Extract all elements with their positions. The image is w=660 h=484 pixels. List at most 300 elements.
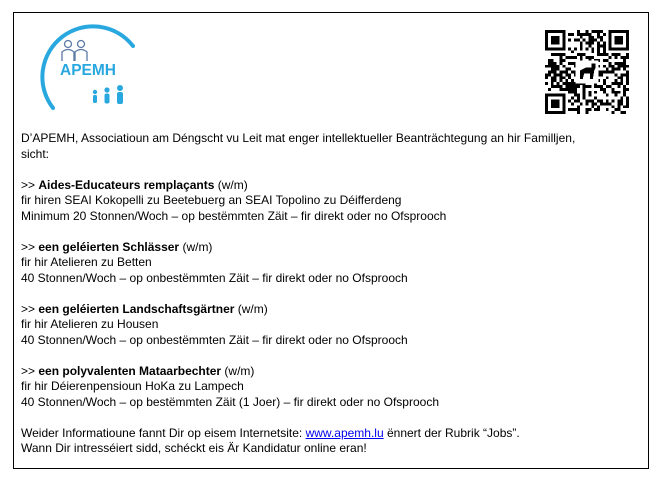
qr-module <box>623 65 626 68</box>
logo-children-icon <box>93 85 123 104</box>
qr-module <box>597 105 600 108</box>
qr-module <box>603 33 606 36</box>
qr-module <box>571 62 574 65</box>
qr-module <box>623 56 626 59</box>
qr-module <box>568 68 571 71</box>
qr-module <box>620 82 623 85</box>
qr-module <box>588 85 591 88</box>
qr-code[interactable] <box>545 30 629 114</box>
qr-module <box>603 53 606 56</box>
qr-module <box>609 71 612 74</box>
qr-module <box>620 79 623 82</box>
qr-module <box>626 88 629 91</box>
qr-module <box>591 39 594 42</box>
qr-module <box>612 68 615 71</box>
qr-module <box>615 68 618 71</box>
qr-module <box>591 105 594 108</box>
qr-module <box>626 71 629 74</box>
job-4 <box>21 364 641 411</box>
qr-module <box>597 30 600 33</box>
qr-module <box>594 85 597 88</box>
qr-module <box>600 88 603 91</box>
qr-module <box>580 33 583 36</box>
job-2-title: een geléierten Schlässer <box>38 239 180 254</box>
qr-module <box>565 56 568 59</box>
info-text-after: ënnert der Rubrik “Jobs”. <box>383 425 520 440</box>
qr-module <box>600 71 603 74</box>
qr-module <box>612 111 615 114</box>
job-1 <box>21 178 641 225</box>
qr-module <box>620 100 623 103</box>
qr-module <box>562 82 565 85</box>
qr-module <box>588 39 591 42</box>
qr-module <box>612 82 615 85</box>
qr-module <box>617 68 620 71</box>
job-1-terms: Minimum 20 Stonnen/Woch – op bestëmmten Zäit – fir direkt oder no Ofsprooch <box>21 208 447 223</box>
qr-module <box>583 33 586 36</box>
qr-module <box>609 65 612 68</box>
qr-module <box>545 82 548 85</box>
qr-module <box>583 91 586 94</box>
qr-module <box>623 111 626 114</box>
qr-module <box>617 76 620 79</box>
qr-module <box>600 39 603 42</box>
qr-module <box>586 100 589 103</box>
qr-module <box>557 68 560 71</box>
qr-module <box>588 33 591 36</box>
qr-module <box>606 53 609 56</box>
qr-module <box>626 73 629 76</box>
qr-module <box>554 68 557 71</box>
qr-module <box>545 76 548 79</box>
qr-module <box>615 53 618 56</box>
qr-module <box>603 65 606 68</box>
qr-module <box>577 85 580 88</box>
qr-module <box>626 97 629 100</box>
qr-module <box>620 76 623 79</box>
qr-module <box>606 85 609 88</box>
qr-module <box>548 88 551 91</box>
qr-module <box>617 100 620 103</box>
qr-module <box>551 62 554 65</box>
qr-module <box>603 42 606 45</box>
qr-module <box>623 85 626 88</box>
qr-module <box>545 73 548 76</box>
qr-module <box>617 85 620 88</box>
qr-module <box>565 79 568 82</box>
qr-module <box>551 85 554 88</box>
qr-module <box>586 56 589 59</box>
job-2-prefix: >> <box>21 239 39 254</box>
qr-module <box>594 91 597 94</box>
qr-module <box>626 76 629 79</box>
qr-module <box>617 105 620 108</box>
qr-module <box>620 73 623 76</box>
qr-module <box>591 36 594 39</box>
qr-module <box>557 53 560 56</box>
qr-module <box>612 91 615 94</box>
qr-module <box>577 53 580 56</box>
job-4-prefix: >> <box>21 363 39 378</box>
qr-module <box>568 33 571 36</box>
qr-module <box>574 108 577 111</box>
qr-module <box>588 94 591 97</box>
qr-module <box>577 108 580 111</box>
qr-module <box>559 88 562 91</box>
qr-module <box>586 111 589 114</box>
qr-module <box>597 47 600 50</box>
qr-module <box>603 79 606 82</box>
qr-module <box>594 97 597 100</box>
qr-module <box>612 71 615 74</box>
qr-module <box>574 100 577 103</box>
qr-module <box>554 71 557 74</box>
qr-module <box>565 85 568 88</box>
qr-module <box>577 105 580 108</box>
qr-module <box>615 91 618 94</box>
qr-module <box>554 65 557 68</box>
qr-module <box>571 50 574 53</box>
qr-module <box>565 68 568 71</box>
qr-module <box>623 105 626 108</box>
job-1-title: Aides-Educateurs remplaçants <box>38 177 215 192</box>
qr-module <box>586 102 589 105</box>
qr-module <box>600 102 603 105</box>
qr-module <box>571 91 574 94</box>
qr-module <box>565 73 568 76</box>
qr-module <box>580 102 583 105</box>
qr-module <box>606 71 609 74</box>
qr-module <box>548 62 551 65</box>
qr-module <box>574 47 577 50</box>
qr-module <box>588 36 591 39</box>
qr-module <box>559 76 562 79</box>
qr-module <box>580 53 583 56</box>
qr-module <box>559 71 562 74</box>
qr-module <box>568 91 571 94</box>
qr-module <box>603 59 606 62</box>
qr-module <box>571 97 574 100</box>
qr-module <box>571 79 574 82</box>
job-1-prefix: >> <box>21 177 39 192</box>
qr-module <box>626 102 629 105</box>
qr-module <box>557 82 560 85</box>
qr-module <box>603 50 606 53</box>
qr-module <box>580 36 583 39</box>
qr-module <box>588 42 591 45</box>
qr-module <box>580 42 583 45</box>
qr-module <box>583 94 586 97</box>
job-3-suffix: (w/m) <box>234 301 268 316</box>
qr-module <box>620 56 623 59</box>
qr-module <box>617 53 620 56</box>
qr-module <box>615 62 618 65</box>
qr-module <box>620 102 623 105</box>
qr-module <box>548 59 551 62</box>
qr-module <box>583 53 586 56</box>
qr-module <box>591 100 594 103</box>
qr-module <box>626 56 629 59</box>
qr-module <box>574 94 577 97</box>
qr-module <box>615 79 618 82</box>
qr-module <box>574 88 577 91</box>
qr-module <box>551 68 554 71</box>
qr-module <box>623 94 626 97</box>
qr-module <box>577 30 580 33</box>
qr-module <box>583 88 586 91</box>
qr-module <box>597 44 600 47</box>
qr-module <box>603 82 606 85</box>
qr-module <box>580 44 583 47</box>
qr-module <box>588 56 591 59</box>
qr-module <box>623 88 626 91</box>
qr-module <box>562 65 565 68</box>
qr-module <box>551 82 554 85</box>
qr-module <box>615 82 618 85</box>
qr-module <box>615 108 618 111</box>
qr-module <box>591 42 594 45</box>
qr-module <box>574 91 577 94</box>
job-3-title: een geléierten Landschaftsgärtner <box>38 301 235 316</box>
qr-module <box>588 44 591 47</box>
qr-module <box>606 100 609 103</box>
qr-module <box>586 33 589 36</box>
qr-module <box>586 108 589 111</box>
info-text-before: Weider Informatioune fannt Dir op eisem Internetsite: <box>21 425 306 440</box>
qr-module <box>548 71 551 74</box>
qr-module <box>588 108 591 111</box>
qr-module <box>568 39 571 42</box>
qr-module <box>597 108 600 111</box>
job-2-location: fir hir Atelieren zu Betten <box>21 255 152 269</box>
qr-module <box>580 47 583 50</box>
qr-module <box>623 73 626 76</box>
qr-module <box>603 44 606 47</box>
qr-module <box>577 33 580 36</box>
qr-module <box>597 36 600 39</box>
qr-module <box>603 91 606 94</box>
qr-module <box>606 68 609 71</box>
qr-module <box>597 53 600 56</box>
qr-module <box>609 102 612 105</box>
qr-module <box>594 108 597 111</box>
qr-module <box>568 85 571 88</box>
qr-module <box>612 105 615 108</box>
qr-module <box>620 62 623 65</box>
job-2-terms: 40 Stonnen/Woch – op onbestëmmten Zäit – fir direkt oder no Ofsprooch <box>21 270 408 285</box>
qr-module <box>568 73 571 76</box>
qr-module <box>612 65 615 68</box>
qr-module <box>551 65 554 68</box>
qr-module <box>620 111 623 114</box>
qr-module <box>612 53 615 56</box>
qr-module <box>606 108 609 111</box>
qr-module <box>557 85 560 88</box>
qr-module <box>603 88 606 91</box>
qr-module <box>600 36 603 39</box>
qr-module <box>623 91 626 94</box>
qr-module <box>612 88 615 91</box>
job-3 <box>21 302 641 349</box>
job-4-location: fir hir Déierenpensioun HoKa zu Lampech <box>21 379 244 393</box>
qr-module <box>626 105 629 108</box>
qr-module <box>586 42 589 45</box>
logo-wordmark: APEMH <box>60 62 116 79</box>
qr-module <box>548 65 551 68</box>
qr-module <box>606 102 609 105</box>
qr-module <box>568 100 571 103</box>
qr-module <box>554 79 557 82</box>
qr-module <box>548 73 551 76</box>
intro-line-2: sicht: <box>21 146 50 161</box>
qr-module <box>615 56 618 59</box>
qr-module <box>617 82 620 85</box>
qr-module <box>591 56 594 59</box>
qr-module <box>586 30 589 33</box>
qr-module <box>626 82 629 85</box>
qr-module <box>588 100 591 103</box>
qr-module <box>600 53 603 56</box>
qr-module <box>609 85 612 88</box>
qr-module <box>571 82 574 85</box>
qr-module <box>586 85 589 88</box>
job-4-suffix: (w/m) <box>221 363 255 378</box>
qr-module <box>559 56 562 59</box>
job-3-terms: 40 Stonnen/Woch – op onbestëmmten Zäit – fir direkt oder no Ofsprooch <box>21 332 408 347</box>
qr-module <box>623 62 626 65</box>
qr-module <box>603 71 606 74</box>
qr-module <box>562 71 565 74</box>
qr-module <box>574 56 577 59</box>
job-1-suffix: (w/m) <box>214 177 248 192</box>
qr-module <box>626 65 629 68</box>
qr-module <box>591 30 594 33</box>
qr-module <box>559 79 562 82</box>
qr-module <box>568 88 571 91</box>
qr-module <box>559 73 562 76</box>
job-4-title: een polyvalenten Mataarbechter <box>38 363 222 378</box>
qr-module <box>571 56 574 59</box>
qr-module <box>554 53 557 56</box>
qr-module <box>551 79 554 82</box>
qr-module <box>620 65 623 68</box>
qr-module <box>559 85 562 88</box>
website-link[interactable]: www.apemh.lu <box>305 425 384 440</box>
qr-module <box>565 71 568 74</box>
qr-module <box>600 100 603 103</box>
qr-module <box>626 53 629 56</box>
qr-module <box>568 47 571 50</box>
intro-line-1: D’APEMH, Associatioun am Déngscht vu Leit mat enger intellektueller Beanträchtegung an hir Familljen, <box>21 131 576 145</box>
info-line <box>21 426 641 442</box>
qr-module <box>583 39 586 42</box>
qr-module <box>571 108 574 111</box>
qr-module <box>551 53 554 56</box>
qr-module <box>591 47 594 50</box>
qr-module <box>600 30 603 33</box>
qr-module <box>617 65 620 68</box>
qr-module <box>554 85 557 88</box>
qr-module <box>580 56 583 59</box>
qr-module <box>568 76 571 79</box>
qr-module <box>603 102 606 105</box>
qr-module <box>591 102 594 105</box>
qr-module <box>559 53 562 56</box>
qr-module <box>606 76 609 79</box>
qr-module <box>574 39 577 42</box>
qr-module <box>551 76 554 79</box>
qr-module <box>554 76 557 79</box>
qr-module <box>612 100 615 103</box>
qr-module <box>623 68 626 71</box>
qr-module <box>606 94 609 97</box>
qr-module <box>577 39 580 42</box>
qr-module <box>557 65 560 68</box>
qr-module <box>577 97 580 100</box>
qr-module <box>600 85 603 88</box>
qr-module <box>568 56 571 59</box>
job-4-terms: 40 Stonnen/Woch – op bestëmmten Zäit (1 Joer) – fir direkt oder no Ofsprooch <box>21 394 439 409</box>
qr-module <box>577 111 580 114</box>
qr-module <box>603 47 606 50</box>
qr-module <box>568 82 571 85</box>
qr-module <box>615 73 618 76</box>
qr-module <box>617 62 620 65</box>
job-2-suffix: (w/m) <box>179 239 213 254</box>
qr-module <box>554 62 557 65</box>
job-1-location: fir hiren SEAI Kokopelli zu Beetebuerg an SEAI Topolino zu Déifferdeng <box>21 193 402 207</box>
qr-module <box>571 71 574 74</box>
qr-module <box>597 85 600 88</box>
qr-module <box>591 50 594 53</box>
qr-module <box>615 94 618 97</box>
qr-module <box>586 47 589 50</box>
qr-module <box>562 76 565 79</box>
job-3-location: fir hir Atelieren zu Housen <box>21 317 159 331</box>
job-2 <box>21 240 641 287</box>
qr-module <box>571 85 574 88</box>
logo-family-outline-icon <box>62 41 87 62</box>
qr-module <box>571 102 574 105</box>
qr-module <box>626 100 629 103</box>
qr-module <box>597 33 600 36</box>
qr-module <box>597 50 600 53</box>
qr-module <box>557 73 560 76</box>
qr-center-dog-icon <box>575 60 598 83</box>
job-3-prefix: >> <box>21 301 39 316</box>
qr-module <box>551 71 554 74</box>
qr-module <box>617 91 620 94</box>
qr-module <box>583 85 586 88</box>
qr-module <box>597 42 600 45</box>
qr-module <box>554 73 557 76</box>
qr-module <box>574 85 577 88</box>
qr-module <box>600 73 603 76</box>
qr-module <box>620 97 623 100</box>
qr-module <box>623 59 626 62</box>
qr-module <box>565 82 568 85</box>
qr-module <box>551 59 554 62</box>
qr-module <box>565 88 568 91</box>
qr-module <box>626 79 629 82</box>
qr-module <box>594 39 597 42</box>
qr-module <box>568 108 571 111</box>
qr-module <box>583 97 586 100</box>
qr-module <box>594 30 597 33</box>
qr-module <box>577 94 580 97</box>
qr-module <box>588 91 591 94</box>
qr-module <box>609 62 612 65</box>
